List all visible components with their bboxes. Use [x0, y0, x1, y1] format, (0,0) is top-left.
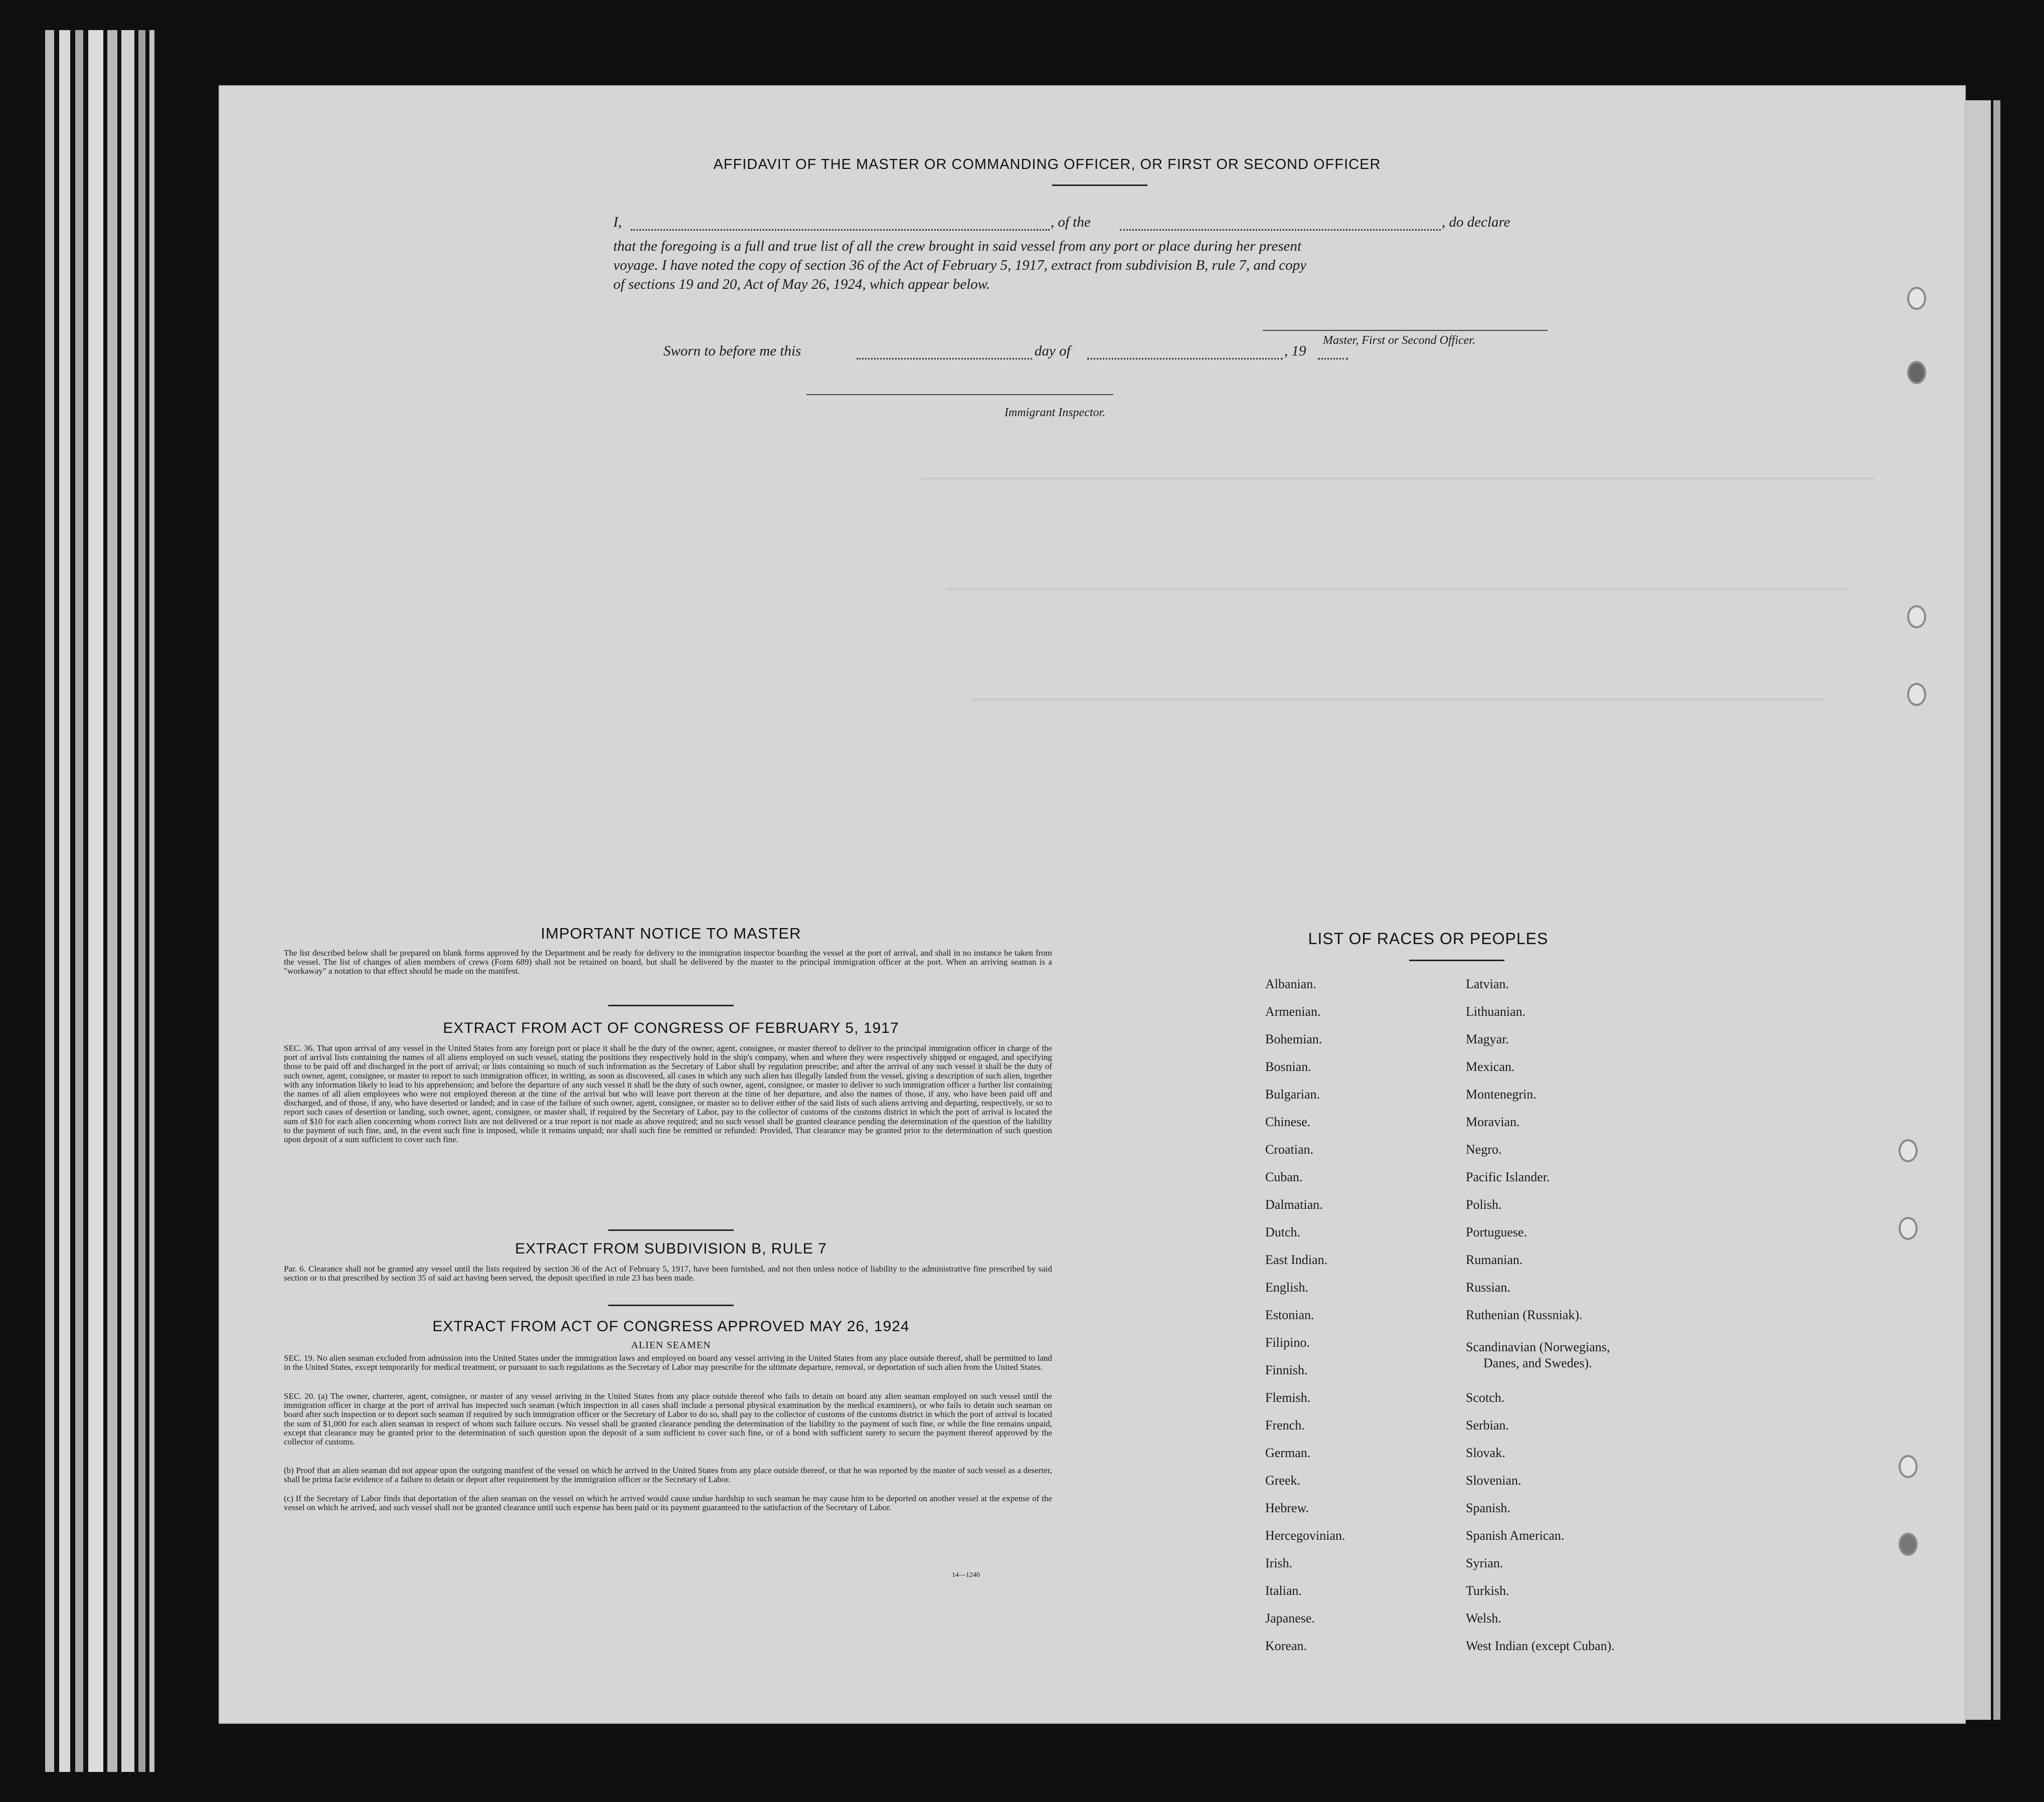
extract-1924-sec20a: SEC. 20. (a) The owner, charterer, agent, consignee, or master of any vessel arriving in the United States from any place outside thereof who fails to detain on board any alien seaman employed on such vessel until the immigration officer in charge at the port of arrival has inspected such seaman (which inspection in all cases shall include a personal physical examination by the medical examiners), or who fails to detain such seaman on board after such inspection or to deport such seaman if required by such immigration officer or the Secretary of Labor to do so, shall pay to the collector of customs of the customs district in which the port of arrival is located the sum of $1,000 for each alien seaman in respect of whom such failure occurs. No vessel shall be granted clearance pending the determination of the liability to the payment of such fine, or while the fine remains unpaid, except that clearance may be granted prior to the determination of such question upon the deposit of a sum sufficient to cover such fine, or of a bond with sufficient surety to secure the payment thereof approved by the collector of customs. — [284, 1391, 1052, 1447]
divider — [608, 1005, 734, 1006]
race-item: Pacific Islander. — [1466, 1170, 1550, 1184]
race-item: Negro. — [1466, 1142, 1502, 1157]
affidavit-body-line: of sections 19 and 20, Act of May 26, 1924, which appear below. — [613, 276, 990, 292]
race-item: Hercegovinian. — [1265, 1528, 1345, 1543]
affidavit-body — [613, 237, 1591, 294]
binder-hole — [1899, 1455, 1918, 1478]
extract-1917-text: SEC. 36. That upon arrival of any vessel in the United States from any foreign port or place it shall be the duty of the owner, agent, consignee, or master thereof to deliver to the principal immigration officer in charge of the port of arrival lists containing the names of all aliens employed on such vessel, stating the positions they respectively hold in the ship's company, when and where they were respectively shipped or engaged, and specifying those to be paid off and discharged in the port of arrival; or lists containing so much of such information as the Secretary of Labor shall by regulation prescribe; and after the arrival of any such vessel it shall be the duty of such owner, agent, consignee, or master to report to such immigration officer, in writing, as soon as discovered, all cases in which any such alien has illegally landed from the vessel, giving a description of such alien, together with any information likely to lead to his apprehension; and before the departure of any such vessel it shall be the duty of such owner, agent, consignee, or master to deliver to such immigration officer a further list containing the names of all alien employees who were not employed thereon at the time of the arrival but who will leave port thereon at the time of her departure, and also the names of those, if any, who have been paid off and discharged, and of those, if any, who have deserted or landed; and in case of the failure of such owner, agent, consignee, or master so to deliver either of the said lists of such aliens arriving and departing, respectively, or so to report such cases of desertion or landing, such owner, agent, consignee, or master shall, if required by the Secretary of Labor, pay to the collector of customs of the customs district in which the port of arrival is located the sum of $10 for each alien concerning whom correct lists are not delivered or a true report is not made as above required; and no such vessel shall be granted clearance pending the determination of the question of the liability to the payment of such fine, and, in the event such fine is imposed, while it remains unpaid; nor shall such fine be remitted or refunded: Provided, That clearance may be granted prior to the determination of such question upon deposit of a sum sufficient to cover such fine. — [284, 1043, 1052, 1145]
race-item: Mexican. — [1466, 1059, 1515, 1074]
binder-hole — [1907, 605, 1926, 628]
bleed-through-marks — [922, 437, 1925, 1089]
affidavit-body-line: that the foregoing is a full and true list of all the crew brought in said vessel from any port or place during her present — [613, 238, 1302, 254]
master-signature-line[interactable] — [1263, 330, 1548, 331]
race-item: Bosnian. — [1265, 1059, 1311, 1074]
race-item: Syrian. — [1466, 1556, 1503, 1570]
race-item: Latvian. — [1466, 977, 1509, 991]
sworn-day-field[interactable] — [857, 358, 1032, 359]
extract-rule7-text: Par. 6. Clearance shall not be granted any vessel until the lists required by section 36 of the Act of February 5, 1917, have been furnished, and not then unless notice of liability to the administrative fine prescribed by said section or to that prescribed by section 35 of said act having been served, the deposit specified in rule 23 has been made. — [284, 1264, 1052, 1283]
right-page-edge — [1993, 100, 2000, 1720]
race-item: Spanish. — [1466, 1501, 1510, 1515]
race-item: English. — [1265, 1280, 1308, 1295]
race-item: Ruthenian (Russniak). — [1466, 1308, 1583, 1322]
race-item: Italian. — [1265, 1583, 1302, 1598]
race-item: Croatian. — [1265, 1142, 1314, 1157]
race-item: Flemish. — [1265, 1390, 1311, 1405]
divider — [1409, 960, 1504, 961]
divider — [1052, 185, 1147, 186]
race-item: Hebrew. — [1265, 1501, 1309, 1515]
extract-1924-sec19: SEC. 19. No alien seaman excluded from admission into the United States under the immigration laws and employed on board any vessel arriving in the United States from any place outside thereof, shall be permitted to land in the United States, except temporarily for medical treatment, or pursuant to such regulations as the Secretary of Labor may prescribe for the ultimate departure, removal, or deportation of such alien from the United States. — [284, 1353, 1052, 1372]
race-item: Dutch. — [1265, 1225, 1301, 1239]
declarant-name-field[interactable] — [631, 229, 1050, 231]
race-item: Dalmatian. — [1265, 1197, 1323, 1212]
divider — [608, 1305, 734, 1306]
extract-1924-subtitle: ALIEN SEAMEN — [631, 1340, 711, 1351]
race-item: Filipino. — [1265, 1335, 1310, 1350]
extract-1917-title: EXTRACT FROM ACT OF CONGRESS OF FEBRUARY 5, 1917 — [443, 1020, 899, 1036]
race-item: Spanish American. — [1466, 1528, 1565, 1543]
declarant-line — [613, 214, 1591, 234]
extract-1924-sec20b: (b) Proof that an alien seaman did not appear upon the outgoing manifest of the vessel on which he arrived in the United States from any place outside thereof, or that he was reported by the master of such vessel as a deserter, shall be prima facie evidence of a failure to detain or deport after requirement by the immigration officer or the Secretary of Labor. — [284, 1466, 1052, 1485]
form-number: 14—1240 — [952, 1571, 980, 1579]
race-item: Scandinavian (Norwegians, — [1466, 1340, 1610, 1354]
race-item: Bulgarian. — [1265, 1087, 1320, 1102]
race-item: Magyar. — [1466, 1032, 1509, 1046]
sworn-label: Sworn to before me this — [663, 343, 801, 359]
race-item: German. — [1265, 1446, 1311, 1460]
race-item: Russian. — [1466, 1280, 1510, 1295]
race-item: Japanese. — [1265, 1611, 1315, 1626]
race-item: Korean. — [1265, 1639, 1307, 1653]
race-item: Polish. — [1466, 1197, 1502, 1212]
form-page — [220, 86, 1965, 1723]
affidavit-title: AFFIDAVIT OF THE MASTER OR COMMANDING OFFICER, OR FIRST OR SECOND OFFICER — [713, 156, 1381, 172]
master-label: Master, First or Second Officer. — [1323, 334, 1475, 347]
i-label: I, — [613, 214, 622, 230]
sworn-year-field[interactable] — [1318, 358, 1348, 359]
race-item: West Indian (except Cuban). — [1466, 1639, 1615, 1653]
divider — [608, 1229, 734, 1231]
race-item: Turkish. — [1466, 1583, 1509, 1598]
race-item: Cuban. — [1265, 1170, 1303, 1184]
binder-hole — [1907, 683, 1926, 706]
inspector-signature-line[interactable] — [806, 394, 1113, 395]
binder-hole — [1907, 287, 1926, 310]
race-item: Portuguese. — [1466, 1225, 1527, 1239]
affidavit-body-line: voyage. I have noted the copy of section 36 of the Act of February 5, 1917, extract from subdivision B, rule 7, and copy — [613, 257, 1307, 273]
race-item: Bohemian. — [1265, 1032, 1322, 1046]
race-item: East Indian. — [1265, 1252, 1328, 1267]
sworn-line — [663, 343, 1466, 363]
race-item: Slovak. — [1466, 1446, 1505, 1460]
race-item: Armenian. — [1265, 1004, 1321, 1019]
race-item: Albanian. — [1265, 977, 1316, 991]
binder-hole — [1899, 1533, 1918, 1556]
extract-1924-title: EXTRACT FROM ACT OF CONGRESS APPROVED MAY 26, 1924 — [432, 1318, 910, 1335]
race-item: Montenegrin. — [1466, 1087, 1537, 1102]
race-item: Finnish. — [1265, 1363, 1308, 1377]
races-title: LIST OF RACES OR PEOPLES — [1308, 930, 1549, 948]
race-item: Rumanian. — [1466, 1252, 1523, 1267]
notice-title: IMPORTANT NOTICE TO MASTER — [541, 925, 801, 942]
race-item: Moravian. — [1466, 1115, 1520, 1129]
binder-hole — [1907, 361, 1926, 384]
do-declare-label: , do declare — [1442, 214, 1510, 230]
race-item: Estonian. — [1265, 1308, 1314, 1322]
race-item: Irish. — [1265, 1556, 1293, 1570]
notice-text: The list described below shall be prepared on blank forms approved by the Department and be ready for delivery to the immigration inspector boarding the vessel at the port of arrival, and shall in no instance be taken from the vessel. The list of changes of alien members of crews (Form 689) shall not be retained on board, but shall be delivered by the master to the principal immigration officer at the port. When an arriving seaman is a "workaway" a notation to that effect should be made on the manifest. — [284, 948, 1052, 976]
inspector-label: Immigrant Inspector. — [1004, 406, 1106, 419]
vessel-name-field[interactable] — [1120, 229, 1441, 231]
sworn-month-field[interactable] — [1087, 358, 1283, 359]
binder-hole — [1899, 1139, 1918, 1162]
day-of-label: day of — [1035, 343, 1071, 359]
race-item: Welsh. — [1466, 1611, 1501, 1626]
race-item: Slovenian. — [1466, 1473, 1521, 1488]
race-item: Chinese. — [1265, 1115, 1311, 1129]
extract-1924-sec20c: (c) If the Secretary of Labor finds that deportation of the alien seaman on the vessel on which he arrived would cause undue hardship to such seaman he may cause him to be deported on another vessel at the expense of the vessel on which he arrived, and such vessel shall not be granted clearance until such expense has been paid or its payment guaranteed to the satisfaction of the Secretary of Labor. — [284, 1494, 1052, 1513]
year-label: , 19 — [1284, 343, 1306, 359]
of-the-label: , of the — [1051, 214, 1091, 230]
race-item: French. — [1265, 1418, 1305, 1432]
binder-hole — [1899, 1217, 1918, 1240]
race-item: Greek. — [1265, 1473, 1301, 1488]
race-item: Serbian. — [1466, 1418, 1509, 1432]
race-item: Danes, and Swedes). — [1483, 1356, 1592, 1370]
race-item: Scotch. — [1466, 1390, 1505, 1405]
race-item: Lithuanian. — [1466, 1004, 1526, 1019]
extract-rule7-title: EXTRACT FROM SUBDIVISION B, RULE 7 — [515, 1240, 827, 1257]
